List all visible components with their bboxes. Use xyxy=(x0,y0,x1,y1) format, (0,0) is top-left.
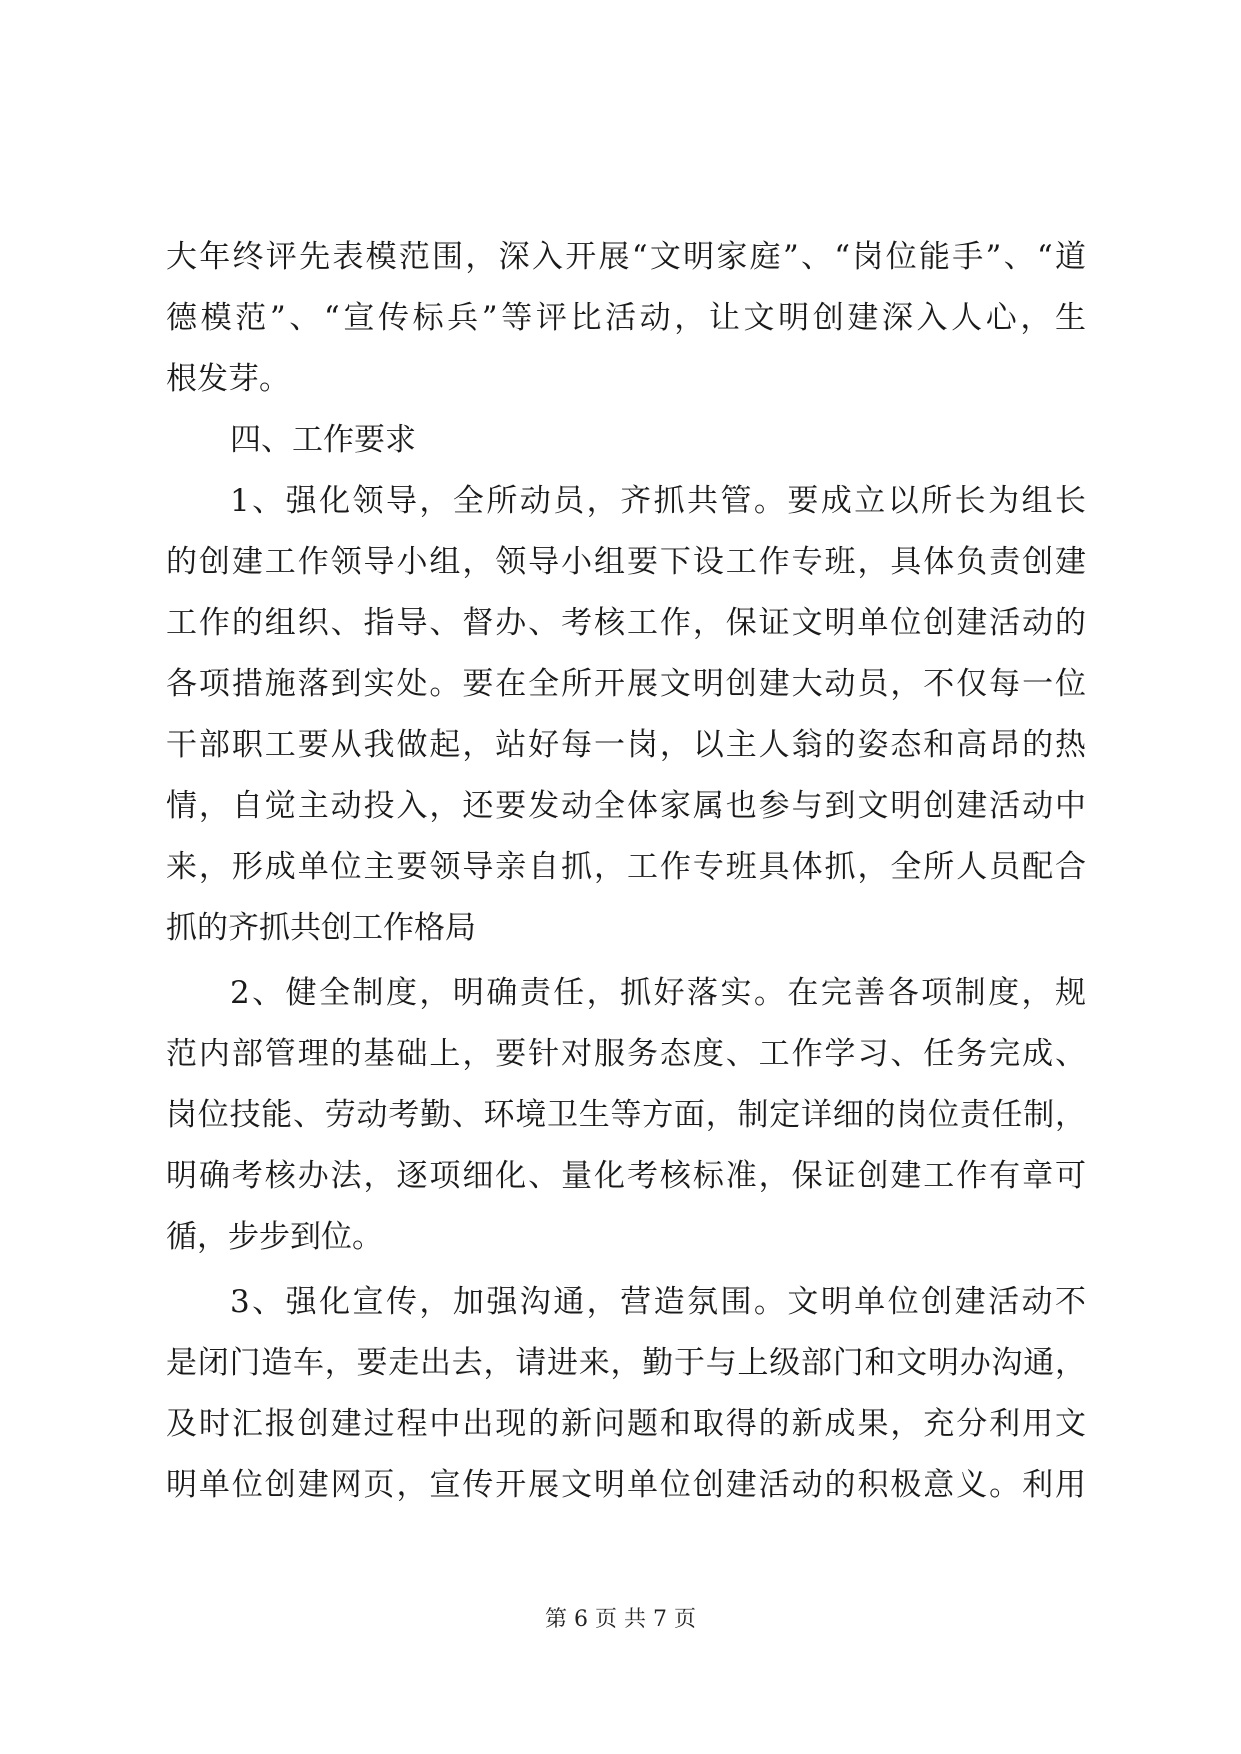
text-line: 是闭门造车，要走出去，请进来，勤于与上级部门和文明办沟通， xyxy=(166,1345,1086,1381)
text-line: 情，自觉主动投入，还要发动全体家属也参与到文明创建活动中 xyxy=(166,788,1086,824)
text-line: 来，形成单位主要领导亲自抓，工作专班具体抓，全所人员配合 xyxy=(166,849,1086,885)
text-line: 循，步步到位。 xyxy=(166,1219,383,1255)
text-line: 明单位创建网页，宣传开展文明单位创建活动的积极意义。利用 xyxy=(166,1467,1086,1503)
page-number-footer: 第 6 页 共 7 页 xyxy=(545,1607,696,1632)
text-line: 的创建工作领导小组，领导小组要下设工作专班，具体负责创建 xyxy=(166,544,1086,580)
text-line: 干部职工要从我做起，站好每一岗，以主人翁的姿态和高昂的热 xyxy=(166,727,1086,763)
section-heading: 四、工作要求 xyxy=(230,422,416,458)
text-line: 及时汇报创建过程中出现的新问题和取得的新成果，充分利用文 xyxy=(166,1406,1086,1442)
text-line: 2、健全制度，明确责任，抓好落实。在完善各项制度，规 xyxy=(230,975,1086,1011)
text-line: 工作的组织、指导、督办、考核工作，保证文明单位创建活动的 xyxy=(166,605,1086,641)
text-line: 大年终评先表模范围，深入开展“文明家庭”、“岗位能手”、“道 xyxy=(166,239,1086,275)
text-line: 根发芽。 xyxy=(166,361,290,397)
text-line: 1、强化领导，全所动员，齐抓共管。要成立以所长为组长 xyxy=(230,483,1086,519)
text-line: 3、强化宣传，加强沟通，营造氛围。文明单位创建活动不 xyxy=(230,1284,1086,1320)
body-text xyxy=(166,227,1086,1516)
text-line: 各项措施落到实处。要在全所开展文明创建大动员，不仅每一位 xyxy=(166,666,1086,702)
text-line: 德模范”、“宣传标兵”等评比活动，让文明创建深入人心，生 xyxy=(166,300,1086,336)
text-line: 明确考核办法，逐项细化、量化考核标准，保证创建工作有章可 xyxy=(166,1158,1086,1194)
text-line: 岗位技能、劳动考勤、环境卫生等方面，制定详细的岗位责任制， xyxy=(166,1097,1086,1133)
text-line: 抓的齐抓共创工作格局 xyxy=(166,910,476,946)
text-line: 范内部管理的基础上，要针对服务态度、工作学习、任务完成、 xyxy=(166,1036,1086,1072)
